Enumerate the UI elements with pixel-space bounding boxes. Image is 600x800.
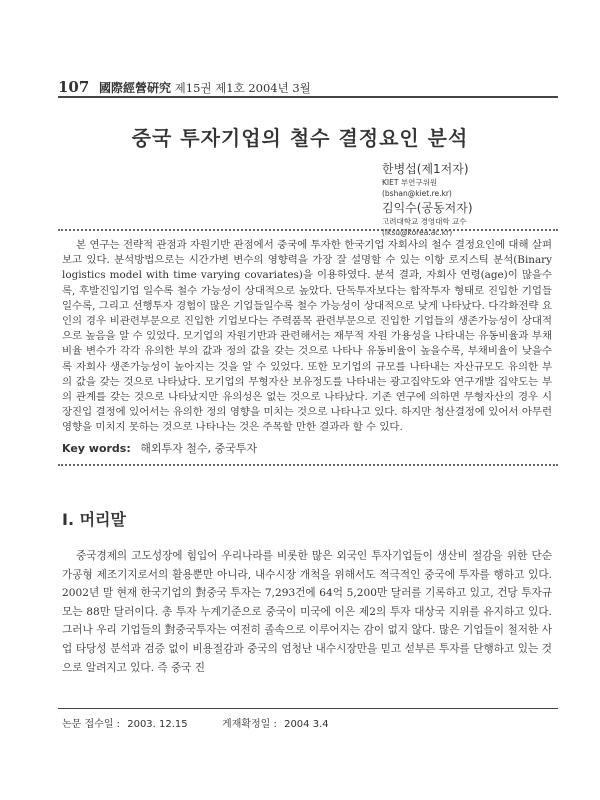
keywords-value: 해외투자 철수, 중국투자	[140, 442, 258, 455]
received-date: 2003. 12.15	[127, 719, 188, 730]
journal-name: 國際經營硏究	[98, 81, 171, 95]
abstract	[62, 238, 552, 436]
author-1-affiliation: KIET 부연구위원	[382, 178, 438, 187]
received-label: 논문 접수일 :	[62, 719, 121, 730]
keywords-label: Key words:	[62, 442, 131, 455]
accepted-date: 2004 3.4	[284, 719, 329, 730]
author-1-name: 한병섭(제1저자)	[382, 162, 469, 176]
page-number: 107	[58, 78, 90, 96]
abstract-top-divider	[58, 229, 558, 231]
author-2-name: 김익수(공동저자)	[382, 201, 473, 215]
header-divider	[58, 96, 558, 98]
author-2-email: (iksu@korea.ac.kr)	[382, 228, 453, 237]
author-1-email: (bshan@kiet.re.kr)	[382, 189, 452, 198]
paper-title: 중국 투자기업의 철수 결정요인 분석	[131, 126, 469, 150]
accepted-label: 게재확정일 :	[222, 719, 277, 730]
footnote-divider	[58, 708, 558, 709]
body-text-block	[62, 547, 552, 677]
section-heading: Ⅰ. 머리말	[62, 510, 126, 529]
footnote	[62, 715, 333, 730]
keywords	[62, 440, 257, 456]
running-header	[58, 78, 558, 96]
abstract-bottom-divider	[58, 464, 558, 466]
abstract-text: 본 연구는 전략적 관점과 자원기반 관점에서 중국에 투자한 한국기업 자회사의 철수 결정요인에 대해 살펴보고 있다. 분석방법으로는 시간가변 변수의 영향력을 가장 잘 설명할 수 있는 이항 로지스틱 분석(Binary logistics model with time varying covariates)을 이용하였다. 분석 결과, 자회사 연령(age)이 많을수록, 후발진입기업 일수록 철수 가능성이 상대적으로 높았다. 단독투자보다는 합작투자 형태로 진입한 기업들일수록, 그리고 선행투자 경험이 많은 기업들일수록 철수 가능성이 상대적으로 낮게 나타났다. 다각화전략 요인의 경우 비관련부문으로 진입한 기업보다는 주력품목 관련부문으로 진입한 기업들의 생존가능성이 상대적으로 높음을 알 수 있었다. 모기업의 자원기반과 관련해서는 재무적 자원 가용성을 나타내는 유동비율과 부채비율 변수가 각각 유의한 부의 값과 정의 값을 갖는 것으로 나타나 유동비율이 높을수록, 부채비율이 낮을수록 자회사 생존가능성이 높아지는 것을 알 수 있었다. 또한 모기업의 규모를 나타내는 자산규모도 유의한 부의 값을 갖는 것으로 나타났다. 모기업의 무형자산 보유정도를 나타내는 광고집약도와 연구개발 집약도는 부의 관계를 갖는 것으로 나타났지만 유의성은 없는 것으로 나타났다. 기존 연구에 의하면 무형자산의 경우 시장진입 결정에 있어서는 유의한 정의 영향을 미치는 것으로 나타나고 있다. 하지만 청산결정에 있어서 아무런 영향을 미치지 못하는 것으로 나타나는 것은 주목할 만한 결과라 할 수 있다.	[62, 239, 552, 434]
author-block	[382, 160, 562, 238]
body-paragraph: 중국경제의 고도성장에 힘입어 우리나라를 비롯한 많은 외국인 투자기업들이 생산비 절감을 위한 단순 가공형 제조기지로서의 활용뿐만 아니라, 내수시장 개척을 위해서도 적극적인 중국에 투자를 행하고 있다. 2002년 말 현재 한국기업의 對중국 투자는 7,293건에 64억 5,200만 달러를 기록하고 있고, 건당 투자규모는 88만 달러이다. 총 투자 누계기준으로 중국이 미국에 이은 제2의 투자 대상국 지위를 유지하고 있다. 그러나 우리 기업들의 對중국투자는 여전히 졸속으로 이루어지는 감이 없지 않다. 많은 기업들이 철저한 사업 타당성 분석과 검증 없이 비용절감과 중국의 엄청난 내수시장만을 믿고 섣부른 투자를 단행하고 있는 것으로 알려지고 있다. 즉 중국 진	[62, 550, 552, 674]
journal-issue: 제15권 제1호 2004년 3월	[174, 81, 311, 95]
author-2-affiliation: 고려대학교 경영대학 교수	[382, 217, 467, 226]
